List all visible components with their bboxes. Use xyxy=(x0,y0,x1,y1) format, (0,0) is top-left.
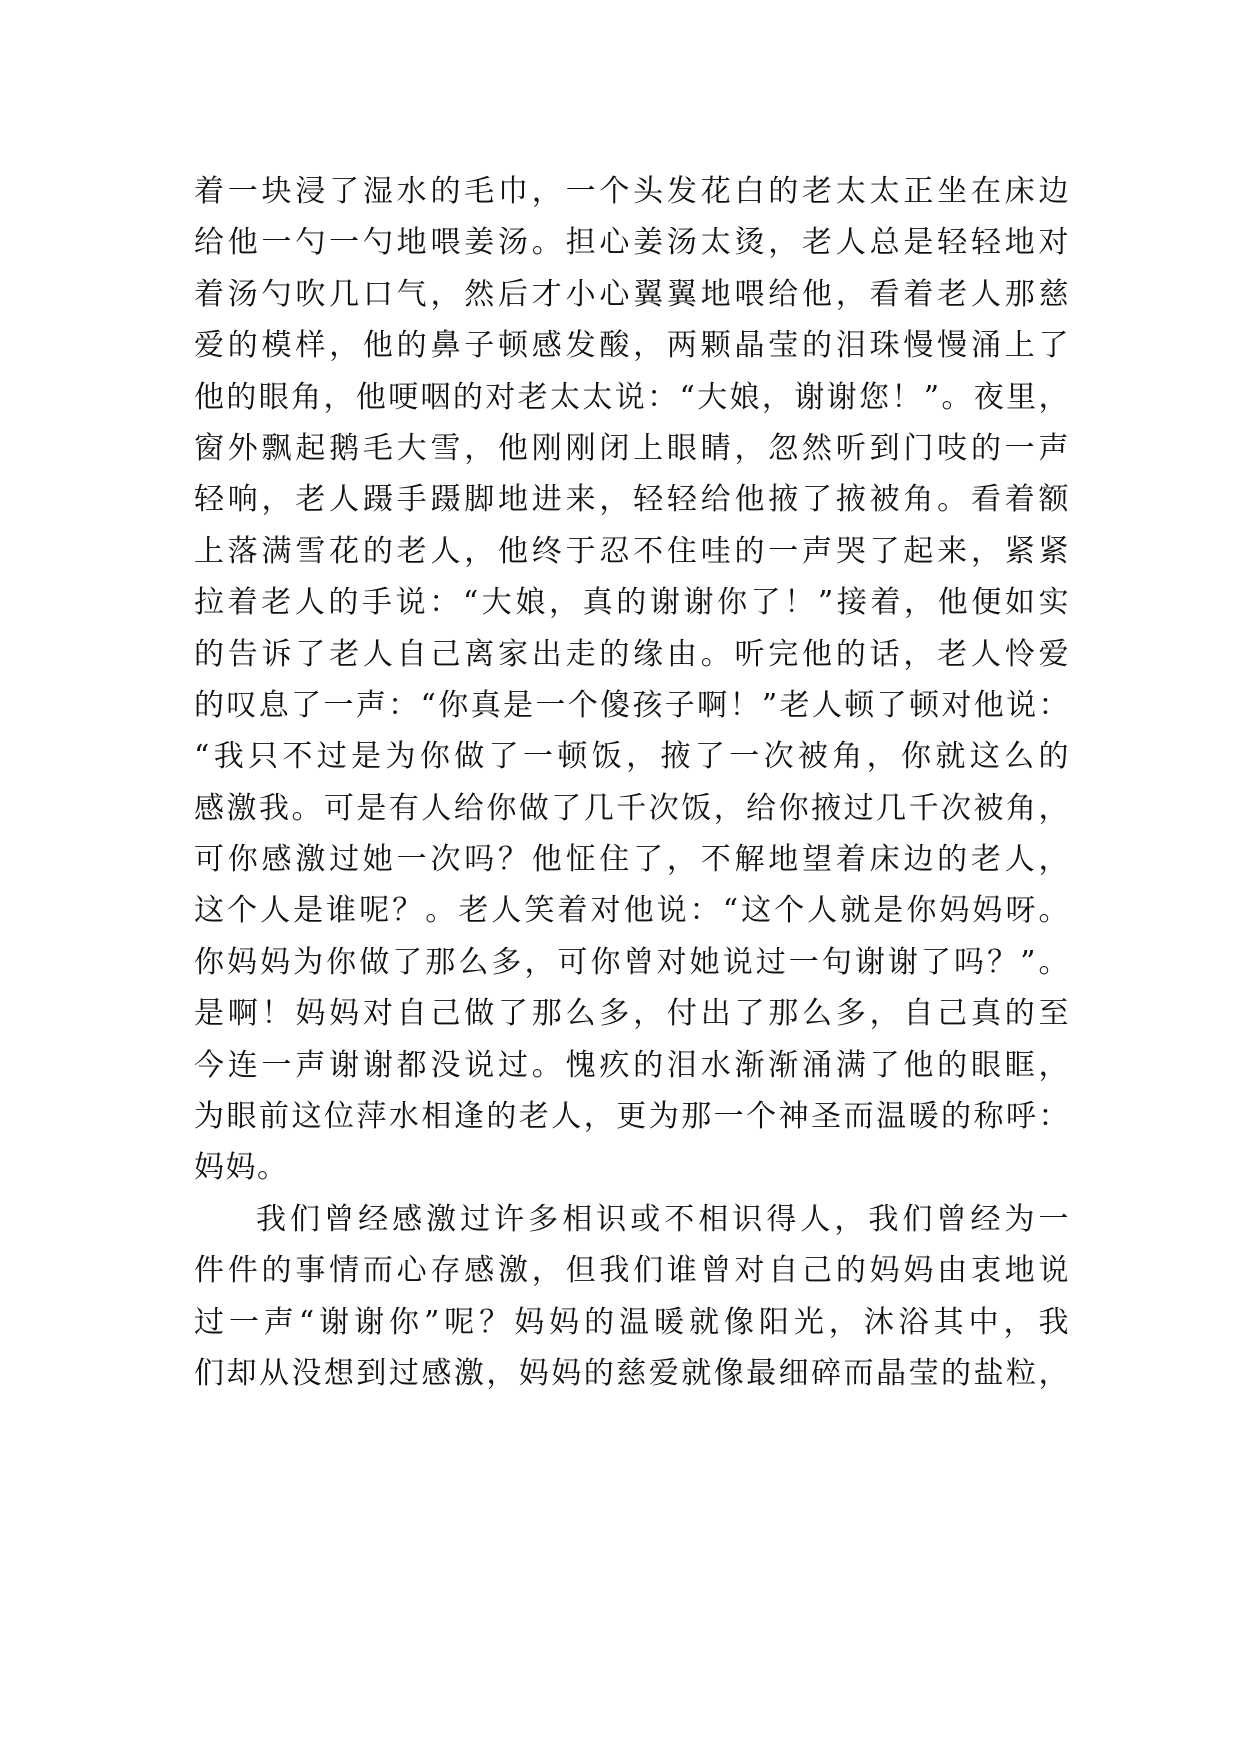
paragraph-1-line: 拉着老人的手说：“大娘，真的谢谢你了！”接着，他便如实 xyxy=(194,585,1070,621)
body-text xyxy=(194,166,1070,1399)
paragraph-2-line: 过一声“谢谢你”呢？妈妈的温暖就像阳光，沐浴其中，我 xyxy=(194,1304,1070,1340)
paragraph-1-last-line: 妈妈。 xyxy=(194,1150,289,1186)
paragraph-1-line: 为眼前这位萍水相逢的老人，更为那一个神圣而温暖的称呼： xyxy=(194,1099,1070,1135)
paragraph-1-line: 上落满雪花的老人，他终于忍不住哇的一声哭了起来，紧紧 xyxy=(194,533,1070,569)
paragraph-1-line: 的叹息了一声：“你真是一个傻孩子啊！”老人顿了顿对他说： xyxy=(194,687,1070,723)
paragraph-1-line: 是啊！妈妈对自己做了那么多，付出了那么多，自己真的至 xyxy=(194,996,1070,1032)
paragraph-1-line: 爱的模样，他的鼻子顿感发酸，两颗晶莹的泪珠慢慢涌上了 xyxy=(194,328,1070,364)
paragraph-1-line: 这个人是谁呢？。老人笑着对他说：“这个人就是你妈妈呀。 xyxy=(194,893,1070,929)
paragraph-1-line: 轻响，老人蹑手蹑脚地进来，轻轻给他掖了掖被角。看着额 xyxy=(194,482,1070,518)
paragraph-1-line: 的告诉了老人自己离家出走的缘由。听完他的话，老人怜爱 xyxy=(194,636,1070,672)
paragraph-1-line: 可你感激过她一次吗？他怔住了，不解地望着床边的老人， xyxy=(194,842,1070,878)
paragraph-2-first-line: 我们曾经感激过许多相识或不相识得人，我们曾经为一 xyxy=(256,1201,1070,1237)
paragraph-2-line: 件件的事情而心存感激，但我们谁曾对自己的妈妈由衷地说 xyxy=(194,1253,1070,1289)
paragraph-1-line: 给他一勺一勺地喂姜汤。担心姜汤太烫，老人总是轻轻地对 xyxy=(194,225,1070,261)
paragraph-1-line: 他的眼角，他哽咽的对老太太说：“大娘，谢谢您！”。夜里， xyxy=(194,379,1070,415)
paragraph-1-line: 今连一声谢谢都没说过。愧疚的泪水渐渐涌满了他的眼眶， xyxy=(194,1047,1070,1083)
paragraph-1-line: 着汤勺吹几口气，然后才小心翼翼地喂给他，看着老人那慈 xyxy=(194,276,1070,312)
paragraph-1-line: 窗外飘起鹅毛大雪，他刚刚闭上眼睛，忽然听到门吱的一声 xyxy=(194,430,1070,466)
paragraph-1-line: 感激我。可是有人给你做了几千次饭，给你掖过几千次被角， xyxy=(194,790,1070,826)
paragraph-1-line: 你妈妈为你做了那么多，可你曾对她说过一句谢谢了吗？”。 xyxy=(194,944,1070,980)
paragraph-2-line: 们却从没想到过感激，妈妈的慈爱就像最细碎而晶莹的盐粒， xyxy=(194,1355,1070,1391)
paragraph-1-line: “我只不过是为你做了一顿饭，掖了一次被角，你就这么的 xyxy=(194,739,1070,775)
paragraph-1-line: 着一块浸了湿水的毛巾，一个头发花白的老太太正坐在床边 xyxy=(194,174,1070,209)
